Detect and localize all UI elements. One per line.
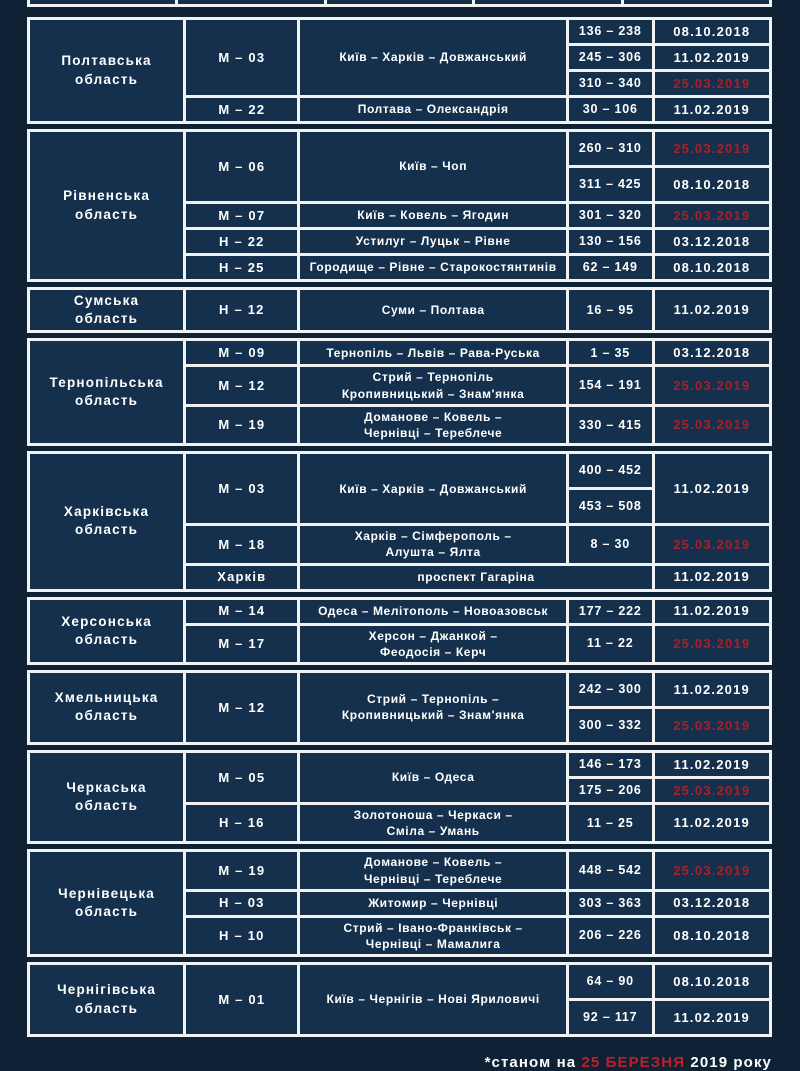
date-cell: 25.03.2019: [653, 131, 770, 167]
road-code-cell: М – 07: [185, 203, 299, 229]
km-range-cell: 206 – 226: [567, 916, 653, 955]
route-cell: Доманове – Ковель – Чернівці – Тереблече: [299, 405, 567, 444]
km-range-cell: 311 – 425: [567, 167, 653, 203]
region-cell: Херсонська область: [29, 598, 185, 663]
region-cell: Чернігівська область: [29, 964, 185, 1036]
route-cell: Одеса – Мелітополь – Новоазовськ: [299, 598, 567, 624]
road-code-cell: Н – 25: [185, 255, 299, 281]
date-cell: 11.02.2019: [653, 671, 770, 707]
km-range-cell: 11 – 22: [567, 624, 653, 663]
date-cell: 08.10.2018: [653, 255, 770, 281]
date-cell: 25.03.2019: [653, 405, 770, 444]
date-cell: 03.12.2018: [653, 340, 770, 366]
date-cell: 25.03.2019: [653, 203, 770, 229]
region-block: [27, 338, 772, 446]
route-cell: Херсон – Джанкой – Феодосія – Керч: [299, 624, 567, 663]
km-range-cell: 30 – 106: [567, 97, 653, 123]
km-range-cell: 136 – 238: [567, 19, 653, 45]
km-range-cell: 330 – 415: [567, 405, 653, 444]
route-cell: Київ – Одеса: [299, 751, 567, 803]
table-blocks: [27, 17, 800, 1037]
road-code-cell: М – 06: [185, 131, 299, 203]
road-code-cell: Н – 10: [185, 916, 299, 955]
date-cell: 25.03.2019: [653, 366, 770, 405]
road-code-cell: М – 12: [185, 366, 299, 405]
route-cell: Стрий – Тернопіль – Кропивницький – Знам'янка: [299, 671, 567, 743]
road-code-cell: Н – 03: [185, 890, 299, 916]
km-range-cell: 16 – 95: [567, 289, 653, 332]
region-cell: Харківська область: [29, 453, 185, 590]
date-cell: 08.10.2018: [653, 19, 770, 45]
region-block: [27, 129, 772, 282]
km-range-cell: 175 – 206: [567, 777, 653, 803]
date-cell: 11.02.2019: [653, 751, 770, 777]
km-range-cell: 11 – 25: [567, 803, 653, 842]
route-cell: Стрий – Тернопіль Кропивницький – Знам'янка: [299, 366, 567, 405]
region-cell: Черкаська область: [29, 751, 185, 842]
road-code-cell: М – 22: [185, 97, 299, 123]
road-code-cell: М – 09: [185, 340, 299, 366]
region-block: [27, 287, 772, 333]
stub-code-cell: [177, 0, 325, 6]
route-cell: Київ – Харків – Довжанський: [299, 19, 567, 97]
km-range-cell: 130 – 156: [567, 229, 653, 255]
region-block: [27, 849, 772, 957]
date-cell: 11.02.2019: [653, 453, 770, 525]
table-row: [29, 289, 771, 332]
table-row: [29, 598, 771, 624]
road-code-cell: М – 03: [185, 19, 299, 97]
region-cell: Тернопільська область: [29, 340, 185, 445]
km-range-cell: 242 – 300: [567, 671, 653, 707]
route-cell: Київ – Ковель – Ягодин: [299, 203, 567, 229]
footnote-date-highlight: 25 БЕРЕЗНЯ: [581, 1054, 686, 1071]
road-code-cell: М – 17: [185, 624, 299, 663]
region-block: [27, 597, 772, 665]
route-cell: Київ – Харків – Довжанський: [299, 453, 567, 525]
road-code-cell: Н – 16: [185, 803, 299, 842]
region-block: [27, 750, 772, 844]
table-row: [29, 453, 771, 489]
km-range-cell: 303 – 363: [567, 890, 653, 916]
road-code-cell: М – 18: [185, 525, 299, 564]
date-cell: 11.02.2019: [653, 803, 770, 842]
region-block: [27, 962, 772, 1037]
route-cell: Житомир – Чернівці: [299, 890, 567, 916]
route-cell: Суми – Полтава: [299, 289, 567, 332]
date-cell: 08.10.2018: [653, 964, 770, 1000]
road-code-cell: Н – 22: [185, 229, 299, 255]
route-cell: проспект Гагаріна: [299, 564, 653, 590]
route-cell: Харків – Сімферополь – Алушта – Ялта: [299, 525, 567, 564]
route-cell: Устилуг – Луцьк – Рівне: [299, 229, 567, 255]
region-cell: Чернівецька область: [29, 851, 185, 956]
route-cell: Тернопіль – Львів – Рава-Руська: [299, 340, 567, 366]
km-range-cell: 260 – 310: [567, 131, 653, 167]
road-code-cell: Харків: [185, 564, 299, 590]
km-range-cell: 400 – 452: [567, 453, 653, 489]
cropped-top-row: [27, 0, 800, 12]
region-block: [27, 17, 772, 124]
date-cell: 25.03.2019: [653, 851, 770, 890]
km-range-cell: 448 – 542: [567, 851, 653, 890]
km-range-cell: 8 – 30: [567, 525, 653, 564]
km-range-cell: 245 – 306: [567, 45, 653, 71]
date-cell: 11.02.2019: [653, 1000, 770, 1036]
road-code-cell: М – 05: [185, 751, 299, 803]
region-cell: Рівненська область: [29, 131, 185, 281]
date-cell: 25.03.2019: [653, 707, 770, 743]
km-range-cell: 177 – 222: [567, 598, 653, 624]
date-cell: 08.10.2018: [653, 916, 770, 955]
stub-date-cell: [622, 0, 770, 6]
table-row: [29, 671, 771, 707]
footnote: [0, 1042, 800, 1071]
route-cell: Київ – Чернігів – Нові Яриловичі: [299, 964, 567, 1036]
region-block: [27, 451, 772, 591]
road-code-cell: М – 19: [185, 405, 299, 444]
stub-route-cell: [325, 0, 473, 6]
km-range-cell: 310 – 340: [567, 71, 653, 97]
region-cell: Хмельницька область: [29, 671, 185, 743]
km-range-cell: 146 – 173: [567, 751, 653, 777]
date-cell: 11.02.2019: [653, 289, 770, 332]
km-range-cell: 453 – 508: [567, 489, 653, 525]
route-cell: Київ – Чоп: [299, 131, 567, 203]
date-cell: 25.03.2019: [653, 525, 770, 564]
region-cell: Сумська область: [29, 289, 185, 332]
region-block: [27, 670, 772, 745]
date-cell: 11.02.2019: [653, 564, 770, 590]
table-row: [29, 964, 771, 1000]
route-cell: Доманове – Ковель – Чернівці – Тереблече: [299, 851, 567, 890]
date-cell: 11.02.2019: [653, 97, 770, 123]
table-row: [29, 19, 771, 45]
date-cell: 25.03.2019: [653, 71, 770, 97]
stub-km-cell: [474, 0, 622, 6]
route-cell: Городище – Рівне – Старокостянтинів: [299, 255, 567, 281]
region-cell: Полтавська область: [29, 19, 185, 123]
km-range-cell: 64 – 90: [567, 964, 653, 1000]
km-range-cell: 301 – 320: [567, 203, 653, 229]
date-cell: 25.03.2019: [653, 777, 770, 803]
road-code-cell: Н – 12: [185, 289, 299, 332]
road-code-cell: М – 01: [185, 964, 299, 1036]
date-cell: 11.02.2019: [653, 45, 770, 71]
km-range-cell: 92 – 117: [567, 1000, 653, 1036]
km-range-cell: 1 – 35: [567, 340, 653, 366]
km-range-cell: 154 – 191: [567, 366, 653, 405]
table-row: [29, 131, 771, 167]
footnote-prefix: *станом на: [484, 1054, 582, 1071]
road-code-cell: М – 12: [185, 671, 299, 743]
table-row: [29, 851, 771, 890]
table-row: [29, 340, 771, 366]
road-code-cell: М – 14: [185, 598, 299, 624]
km-range-cell: 62 – 149: [567, 255, 653, 281]
date-cell: 03.12.2018: [653, 890, 770, 916]
stub-region-cell: [29, 0, 177, 6]
route-cell: Полтава – Олександрія: [299, 97, 567, 123]
route-cell: Золотоноша – Черкаси – Сміла – Умань: [299, 803, 567, 842]
footnote-suffix: 2019 року: [685, 1054, 772, 1071]
date-cell: 25.03.2019: [653, 624, 770, 663]
route-cell: Стрий – Івано-Франківськ – Чернівці – Мамалига: [299, 916, 567, 955]
table-row-stub: [27, 0, 772, 7]
date-cell: 03.12.2018: [653, 229, 770, 255]
date-cell: 08.10.2018: [653, 167, 770, 203]
road-code-cell: М – 03: [185, 453, 299, 525]
km-range-cell: 300 – 332: [567, 707, 653, 743]
road-code-cell: М – 19: [185, 851, 299, 890]
table-row: [29, 751, 771, 777]
date-cell: 11.02.2019: [653, 598, 770, 624]
